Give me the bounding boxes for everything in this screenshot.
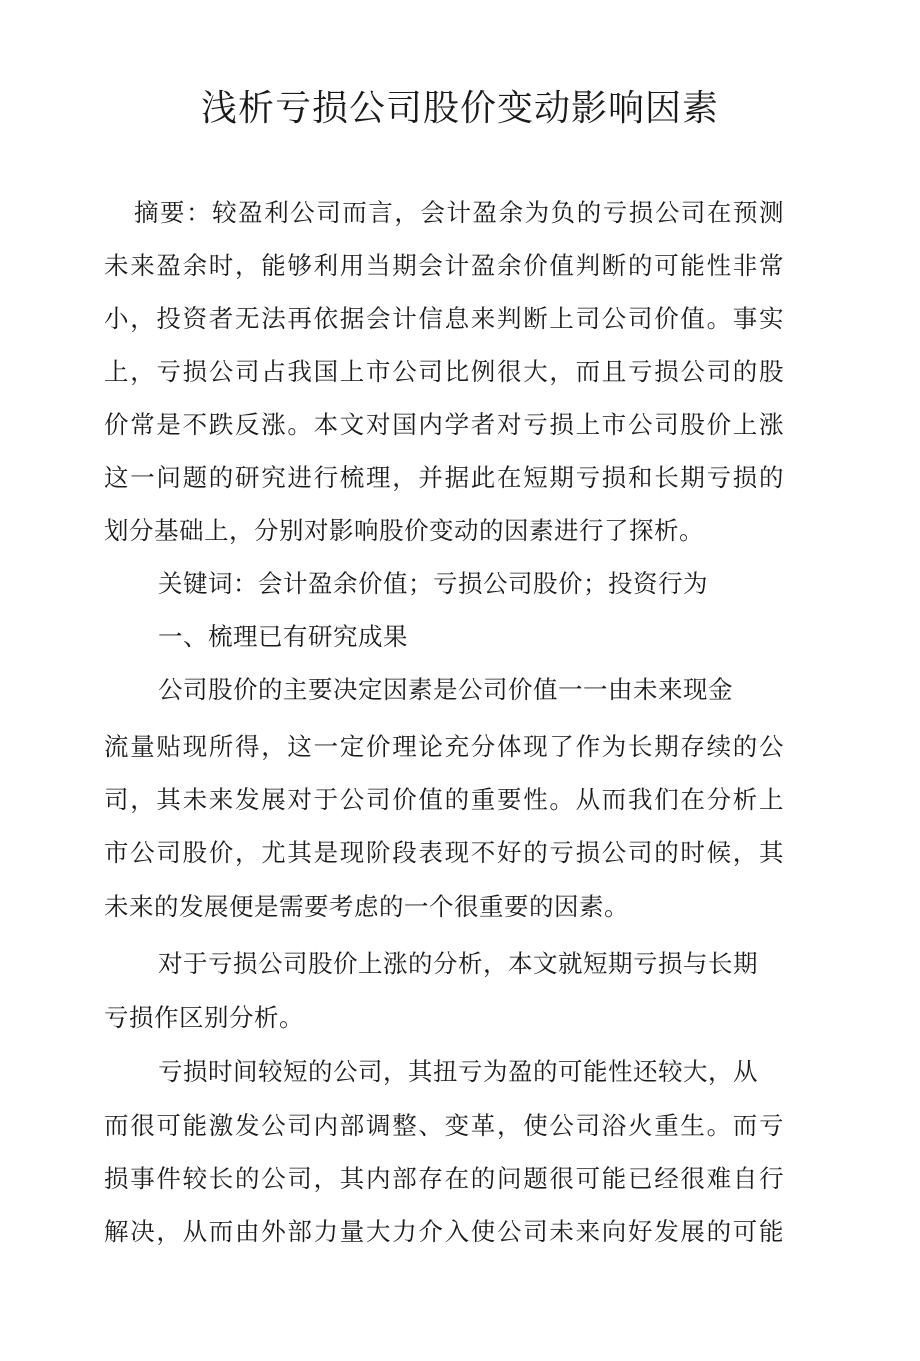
body-line: 对于亏损公司股价上涨的分析，本文就短期亏损与长期	[158, 949, 758, 978]
abstract-line: 摘要：较盈利公司而言，会计盈余为负的亏损公司在预测	[134, 198, 784, 227]
document-title: 浅析亏损公司股价变动影响因素	[200, 88, 719, 129]
body-line: 而很可能激发公司内部调整、变革，使公司浴火重生。而亏	[104, 1111, 784, 1140]
abstract-line: 上，亏损公司占我国上市公司比例很大，而且亏损公司的股	[104, 357, 784, 386]
abstract-line: 这一问题的研究进行梳理，并据此在短期亏损和长期亏损的	[104, 463, 784, 492]
body-line: 公司股价的主要决定因素是公司价值一一由未来现金	[158, 675, 733, 704]
abstract-line: 未来盈余时，能够利用当期会计盈余价值判断的可能性非常	[104, 251, 784, 280]
abstract-line: 划分基础上，分别对影响股价变动的因素进行了探析。	[104, 516, 704, 545]
body-line: 亏损作区别分析。	[104, 1003, 304, 1032]
abstract-line: 小，投资者无法再依据会计信息来判断上司公司价值。事实	[104, 304, 784, 333]
body-line: 未来的发展便是需要考虑的一个很重要的因素。	[104, 892, 629, 921]
body-line: 解决，从而由外部力量大力介入使公司未来向好发展的可能	[104, 1217, 784, 1246]
body-line: 市公司股价，尤其是现阶段表现不好的亏损公司的时候，其	[104, 838, 784, 867]
body-line: 流量贴现所得，这一定价理论充分体现了作为长期存续的公	[104, 732, 784, 761]
body-line: 司，其未来发展对于公司价值的重要性。从而我们在分析上	[104, 785, 784, 814]
abstract-line: 价常是不跌反涨。本文对国内学者对亏损上市公司股价上涨	[104, 410, 784, 439]
section-heading: 一、梳理已有研究成果	[158, 622, 408, 651]
body-line: 亏损时间较短的公司，其扭亏为盈的可能性还较大，从	[158, 1057, 758, 1086]
body-line: 损事件较长的公司，其内部存在的问题很可能已经很难自行	[104, 1164, 784, 1193]
keywords-line: 关键词：会计盈余价值；亏损公司股价；投资行为	[158, 569, 708, 598]
